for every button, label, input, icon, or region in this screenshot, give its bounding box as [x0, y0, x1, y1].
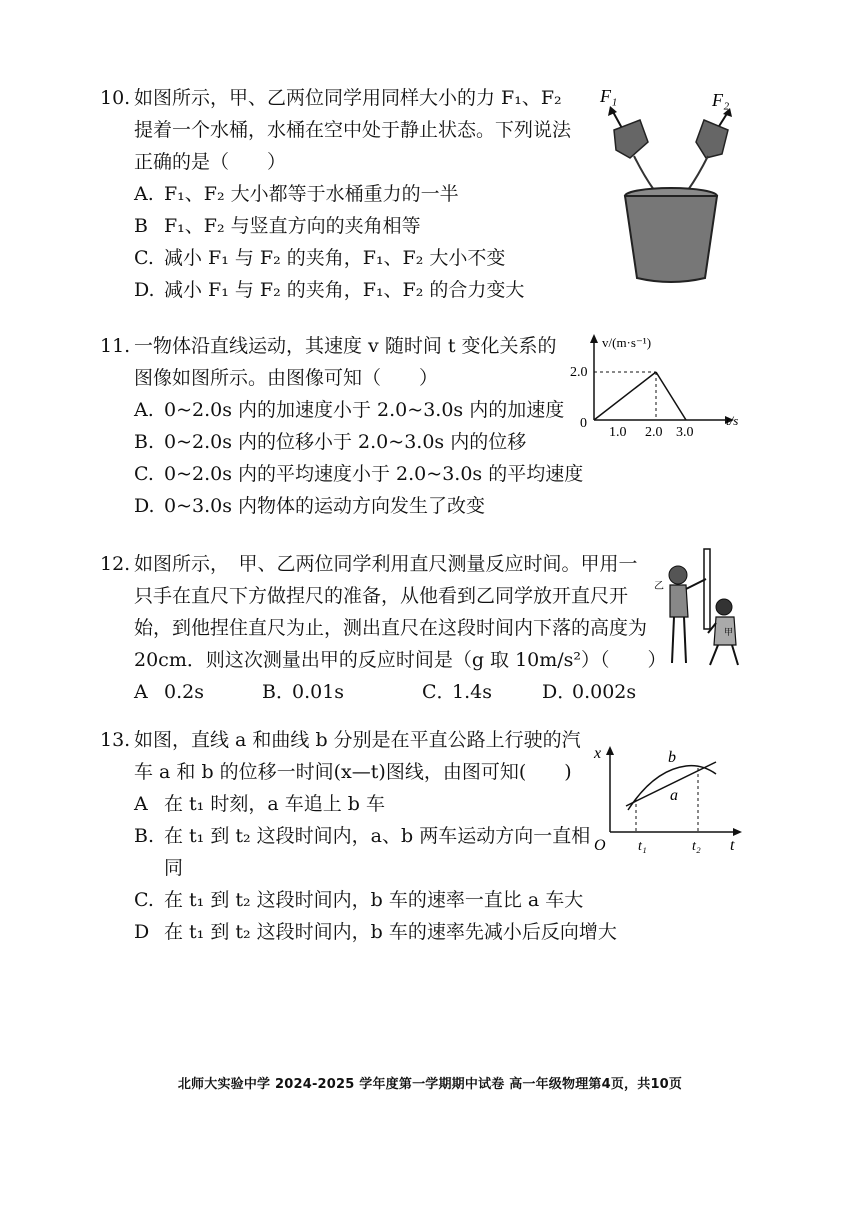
option-c[interactable]: 在 t₁ 到 t₂ 这段时间内，b 车的速率一直比 a 车大: [164, 889, 584, 911]
option-letter: D.: [134, 279, 155, 301]
curve-a-label: a: [670, 787, 678, 804]
person-yi-head: [669, 566, 687, 584]
option-letter: A.: [134, 183, 154, 205]
ruler-reaction-figure: [650, 545, 746, 671]
option-letter: D．: [542, 681, 577, 703]
v-axis-arrow: [590, 334, 598, 343]
question-13: [100, 724, 617, 948]
option-letter: C.: [134, 463, 154, 485]
question-stem-line: 一物体沿直线运动，其速度 v 随时间 t 变化关系的: [134, 335, 557, 357]
person-jia-leg: [732, 645, 738, 665]
x-tick-label: 2.0: [645, 425, 663, 440]
option-a[interactable]: F₁、F₂ 大小都等于水桶重力的一半: [164, 183, 459, 205]
person-yi-label: 乙: [654, 581, 664, 592]
option-letter: C．: [422, 681, 456, 703]
option-letter: C.: [134, 889, 154, 911]
left-hand: [614, 120, 648, 158]
t-axis-label: t: [730, 837, 735, 854]
option-letter: B.: [134, 825, 155, 847]
option-d[interactable]: 在 t₁ 到 t₂ 这段时间内，b 车的速率先减小后反向增大: [164, 921, 617, 943]
option-letter: A: [134, 681, 148, 703]
option-b-continued: 同: [164, 857, 184, 879]
person-yi-arm: [686, 579, 706, 589]
question-stem-line: 如图所示， 甲、乙两位同学利用直尺测量反应时间。甲用一: [134, 553, 638, 575]
v-line-fall: [656, 372, 686, 420]
origin-label: O: [594, 837, 606, 854]
question-stem-line: 如图所示，甲、乙两位同学用同样大小的力 F₁、F₂: [134, 87, 562, 109]
option-a[interactable]: 在 t₁ 时刻，a 车追上 b 车: [164, 793, 385, 815]
option-c[interactable]: 0~2.0s 内的平均速度小于 2.0~3.0s 的平均速度: [164, 463, 584, 485]
option-b[interactable]: 0~2.0s 内的位移小于 2.0~3.0s 内的位移: [164, 431, 527, 453]
option-d[interactable]: 0~3.0s 内物体的运动方向发生了改变: [164, 495, 486, 517]
option-c[interactable]: 减小 F₁ 与 F₂ 的夹角，F₁、F₂ 大小不变: [164, 247, 506, 269]
option-letter: B: [134, 215, 148, 237]
option-a[interactable]: 0~2.0s 内的加速度小于 2.0~3.0s 内的加速度: [164, 399, 565, 421]
option-letter: A.: [134, 399, 154, 421]
option-d[interactable]: 减小 F₁ 与 F₂ 的夹角，F₁、F₂ 的合力变大: [164, 279, 525, 301]
question-number: 10.: [100, 87, 131, 109]
bucket-body: [625, 196, 717, 282]
person-jia-label: 甲: [724, 627, 734, 637]
person-jia-head: [716, 599, 732, 615]
person-yi-leg: [684, 617, 686, 663]
question-11: [100, 330, 583, 522]
option-letter: A: [134, 793, 148, 815]
person-yi-leg: [672, 617, 674, 663]
curve-b-label: b: [668, 749, 676, 766]
question-stem-line: 提着一个水桶，水桶在空中处于静止状态。下列说法: [134, 119, 572, 141]
t1-label: t₁: [638, 839, 647, 854]
origin-label: 0: [580, 416, 587, 431]
question-10: [100, 82, 571, 306]
question-number: 13.: [100, 729, 131, 751]
option-letter: D.: [134, 495, 155, 517]
displacement-time-graph: [588, 740, 748, 858]
v-line-rise: [594, 372, 656, 420]
question-stem-line: 图像如图所示。由图像可知（ ）: [134, 367, 439, 389]
v-axis-label: v/(m·s⁻¹): [602, 335, 652, 350]
option-letter: B．: [262, 681, 295, 703]
question-stem-line: 正确的是（ ）: [134, 151, 287, 173]
question-stem-line: 20cm．则这次测量出甲的反应时间是（g 取 10m/s²）（ ）: [134, 649, 667, 671]
question-stem-line: 始，到他捏住直尺为止，测出直尺在这段时间内下落的高度为: [134, 617, 648, 639]
option-letter: D: [134, 921, 150, 943]
ruler: [704, 549, 710, 629]
x-axis-label: x: [594, 745, 602, 762]
f1-label: F₁: [600, 86, 618, 106]
x-tick-label: 1.0: [609, 425, 627, 440]
question-number: 11.: [100, 335, 131, 357]
x-tick-label: 3.0: [676, 425, 694, 440]
question-stem-line: 如图，直线 a 和曲线 b 分别是在平直公路上行驶的汽: [134, 729, 581, 751]
option-b[interactable]: 0.01s: [292, 681, 345, 703]
y-tick-label: 2.0: [570, 365, 588, 380]
f1-arrowhead: [608, 106, 617, 116]
option-b[interactable]: 在 t₁ 到 t₂ 这段时间内，a、b 两车运动方向一直相: [164, 825, 591, 847]
option-b[interactable]: F₁、F₂ 与竖直方向的夹角相等: [164, 215, 421, 237]
left-rope: [634, 156, 654, 190]
person-jia-leg: [710, 645, 718, 665]
option-letter: C.: [134, 247, 154, 269]
option-letter: B.: [134, 431, 155, 453]
x-axis-arrow: [606, 746, 614, 755]
option-c[interactable]: 1.4s: [452, 681, 492, 703]
bucket-figure: [592, 80, 752, 290]
page-footer: 北师大实验中学 2024-2025 学年度第一学期期中试卷 高一年级物理第4页，共10页: [177, 1077, 683, 1092]
question-12: [100, 548, 670, 708]
velocity-time-graph: [572, 330, 752, 442]
option-a[interactable]: 0.2s: [164, 681, 204, 703]
right-rope: [688, 156, 708, 190]
t2-label: t₂: [692, 839, 701, 854]
right-hand: [696, 120, 728, 158]
question-stem-line: 只手在直尺下方做捏尺的准备，从他看到乙同学放开直尺开: [134, 585, 629, 607]
person-yi-body: [670, 585, 688, 617]
question-stem-line: 车 a 和 b 的位移一时间(x—t)图线，由图可知( ): [134, 761, 572, 783]
t-axis-arrow: [733, 828, 742, 836]
f2-label: F₂: [712, 90, 730, 110]
option-d[interactable]: 0.002s: [572, 681, 637, 703]
t-axis-label: t/s: [726, 413, 739, 428]
question-number: 12.: [100, 553, 131, 575]
